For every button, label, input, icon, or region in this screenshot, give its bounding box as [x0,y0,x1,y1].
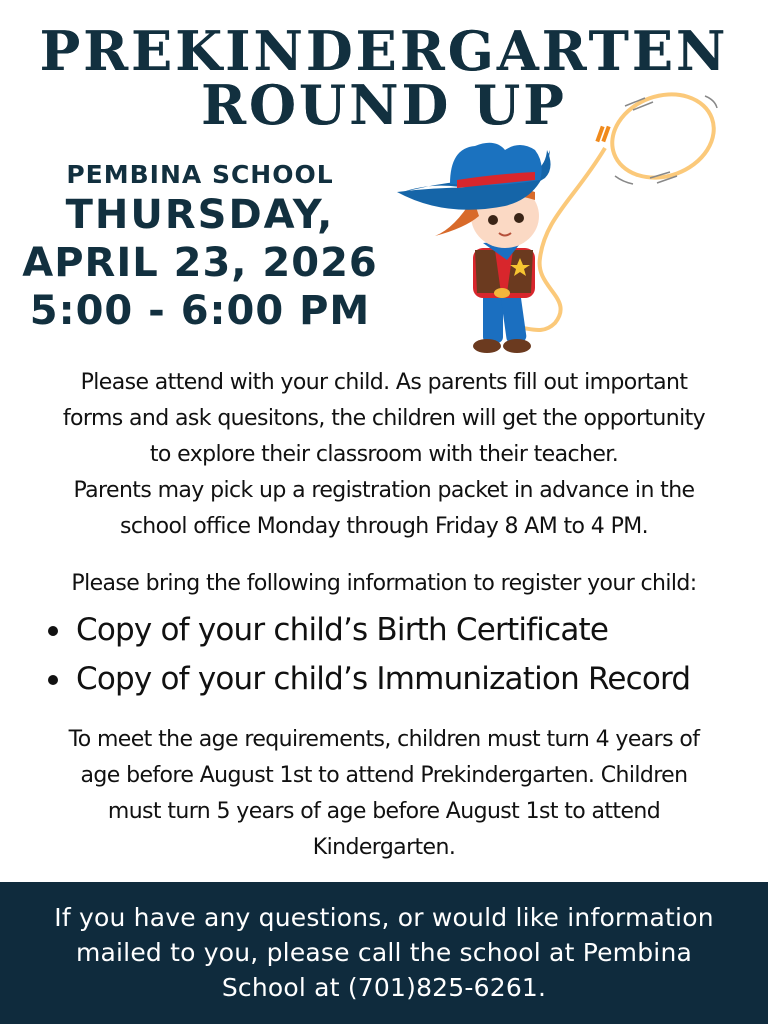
intro-line: school office Monday through Friday 8 AM to 4 PM. [119,514,649,539]
contact-footer [0,882,768,1024]
age-requirements-paragraph [0,722,768,866]
cowboy-boy-with-lasso-icon [395,88,735,358]
intro-line: forms and ask quesitons, the children will get the opportunity [62,406,706,431]
age-line: Kindergarten. [312,835,456,860]
age-line: age before August 1st to attend Prekindergarten. Children [80,763,688,788]
intro-line: to explore their classroom with their teacher. [149,442,619,467]
intro-line: Parents may pick up a registration packet in advance in the [73,478,695,503]
event-day: THURSDAY, [65,192,335,238]
age-line: must turn 5 years of age before August 1st to attend [107,799,661,824]
intro-paragraph [0,365,768,545]
bullet-icon [48,626,58,636]
title-line-1: PREKINDERGARTEN [39,19,729,83]
event-date: APRIL 23, 2026 [22,240,378,286]
list-item [46,606,766,655]
required-documents-list [46,606,766,704]
footer-line: mailed to you, please call the school at Pembina [75,938,693,967]
list-item-text: Copy of your child’s Birth Certificate [76,612,609,648]
event-time: 5:00 - 6:00 PM [29,288,371,334]
lasso-icon [523,88,726,330]
footer-line: School at (701)825-6261. [221,973,547,1002]
footer-text [0,900,768,1005]
school-name: PEMBINA SCHOOL [66,160,334,189]
age-line: To meet the age requirements, children must turn 4 years of [68,727,700,752]
intro-line: Please attend with your child. As parents fill out important [80,370,688,395]
title-line-2: ROUND UP [201,73,567,137]
bullet-icon [48,675,58,685]
list-item [46,655,766,704]
footer-line: If you have any questions, or would like information [54,903,714,932]
list-item-text: Copy of your child’s Immunization Record [76,661,691,697]
bring-heading: Please bring the following information to register your child: [71,571,697,596]
cowboy-figure [397,143,551,353]
